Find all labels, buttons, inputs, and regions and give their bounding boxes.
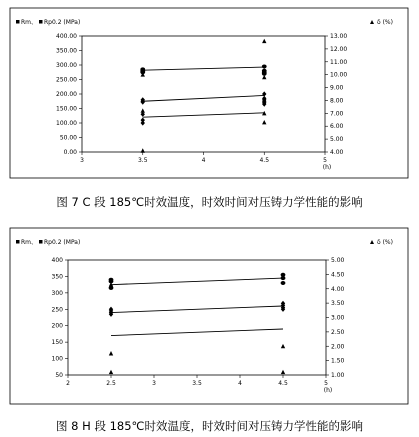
x-tick-label: 2.5 (106, 380, 116, 387)
delta-point (262, 120, 266, 124)
y-left-tick-label: 100.00 (56, 120, 77, 127)
figure-7-caption: 图 7 C 段 185℃时效温度，时效时间对压铸力学性能的影响 (56, 195, 363, 209)
y-right-tick-label: 3.50 (331, 300, 345, 308)
y-right-tick-label: 2.00 (331, 343, 345, 351)
y-left-tick-label: 200.00 (56, 91, 77, 98)
chart-frame (10, 228, 408, 404)
y-left-tick-label: 250 (51, 306, 63, 314)
x-tick-label: 4.5 (259, 157, 270, 164)
rm-point (281, 281, 286, 285)
delta-point (109, 370, 113, 374)
chart-7 (0, 0, 419, 190)
x-tick-label: 3 (80, 157, 84, 164)
x-tick-label: 5 (323, 157, 327, 164)
rm-point (262, 64, 267, 68)
trend-line (111, 278, 283, 285)
y-right-tick-label: 7.00 (330, 110, 344, 118)
x-axis-unit: (h) (323, 387, 333, 394)
legend-rm-marker (16, 20, 20, 24)
y-left-tick-label: 50 (55, 372, 63, 379)
delta-point (141, 108, 145, 112)
y-right-tick-label: 3.00 (331, 314, 345, 322)
y-left-tick-label: 400.00 (56, 33, 77, 40)
delta-point (281, 370, 285, 374)
trend-line (111, 306, 283, 313)
y-right-tick-label: 2.50 (331, 328, 345, 336)
delta-point (281, 344, 285, 348)
y-left-tick-label: 0.00 (63, 149, 77, 156)
trend-line (143, 95, 265, 101)
chart-8 (0, 222, 419, 412)
figure-8-caption: 图 8 H 段 185℃时效温度，时效时间对压铸力学性能的影响 (56, 419, 363, 433)
y-right-tick-label: 13.00 (330, 33, 348, 40)
y-right-tick-label: 4.50 (331, 271, 345, 279)
delta-point (262, 39, 266, 43)
y-right-tick-label: 10.00 (330, 71, 348, 79)
x-axis-unit: (h) (322, 164, 332, 171)
y-right-tick-label: 1.00 (331, 372, 345, 379)
y-right-tick-label: 1.50 (331, 357, 345, 365)
legend-rm-label: Rm、 (21, 239, 38, 246)
trend-line (143, 113, 265, 117)
figure-8 (0, 222, 419, 437)
delta-point (262, 75, 266, 79)
x-tick-label: 4.5 (278, 380, 288, 387)
legend-rm-marker (16, 240, 20, 244)
y-left-tick-label: 300 (51, 289, 63, 297)
legend-delta-marker (370, 240, 374, 244)
trend-line (111, 329, 283, 336)
y-left-tick-label: 400 (51, 257, 63, 264)
legend-delta-label: δ (%) (377, 239, 393, 246)
x-tick-label: 3.5 (137, 157, 148, 164)
x-tick-label: 4 (201, 157, 206, 164)
plot-area (68, 260, 326, 375)
delta-point (109, 351, 113, 355)
legend-rm-label: Rm、 (21, 19, 38, 26)
y-right-tick-label: 8.00 (330, 97, 344, 105)
delta-point (141, 148, 145, 152)
legend-rp-marker (39, 240, 43, 244)
legend-rp-marker (39, 20, 43, 24)
plot-area (82, 36, 325, 152)
y-right-tick-label: 5.00 (331, 257, 345, 264)
y-left-tick-label: 150.00 (56, 105, 77, 113)
y-left-tick-label: 300.00 (56, 62, 77, 69)
legend-delta-label: δ (%) (377, 19, 393, 26)
y-right-tick-label: 5.00 (330, 136, 344, 144)
y-right-tick-label: 4.00 (330, 149, 344, 156)
x-tick-label: 4 (238, 380, 242, 387)
rm-point (109, 286, 114, 290)
figure-7 (0, 0, 419, 215)
y-right-tick-label: 12.00 (330, 45, 348, 53)
x-tick-label: 3.5 (192, 380, 202, 387)
y-right-tick-label: 6.00 (330, 123, 344, 131)
x-tick-label: 5 (324, 380, 328, 387)
trend-line (143, 67, 265, 70)
y-right-tick-label: 11.00 (330, 58, 348, 66)
y-left-tick-label: 50.00 (59, 134, 77, 142)
y-left-tick-label: 100 (51, 355, 63, 363)
y-right-tick-label: 4.00 (331, 285, 345, 293)
legend-rp-label: Rp0.2 (MPa) (44, 19, 81, 26)
y-right-tick-label: 9.00 (330, 84, 344, 92)
y-left-tick-label: 250.00 (56, 76, 77, 84)
y-left-tick-label: 150 (51, 339, 63, 347)
x-tick-label: 2 (66, 380, 70, 387)
y-left-tick-label: 350 (51, 273, 63, 281)
rp-point (141, 120, 145, 125)
legend-rp-label: Rp0.2 (MPa) (44, 239, 81, 246)
x-tick-label: 3 (152, 380, 156, 387)
y-left-tick-label: 200 (51, 322, 63, 330)
legend-delta-marker (370, 20, 374, 24)
y-left-tick-label: 350.00 (56, 47, 77, 55)
